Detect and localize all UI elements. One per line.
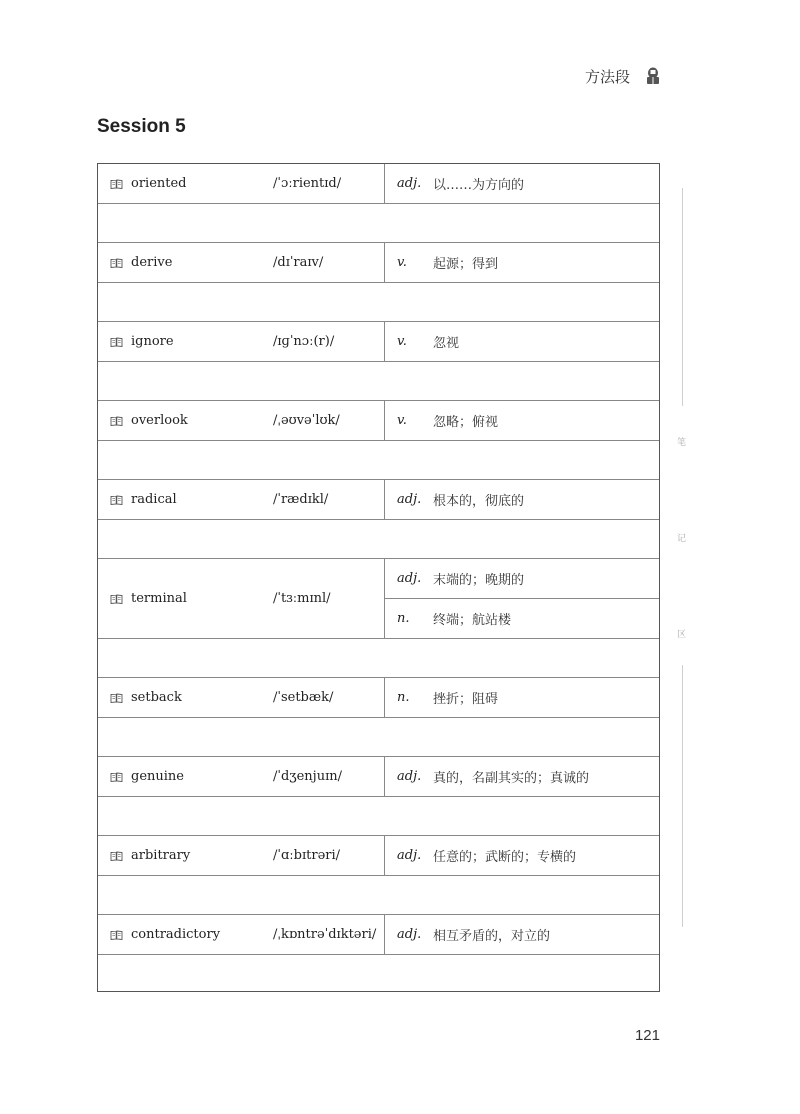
phonetic: /ˈɔːrientɪd/ [258, 164, 385, 203]
phonetic: /ˌəʊvəˈlʊk/ [258, 401, 385, 440]
word-cell [98, 559, 258, 638]
vocab-table [97, 163, 660, 992]
part-of-speech: v. [397, 413, 407, 428]
word-cell [98, 915, 258, 954]
phonetic: /ˈtɜːmɪnl/ [258, 559, 385, 638]
vocab-entry [98, 915, 659, 955]
phonetic: /dɪˈraɪv/ [258, 243, 385, 282]
word: genuine [131, 769, 184, 784]
book-icon [110, 179, 123, 189]
book-icon [110, 930, 123, 940]
phonetic: /ɪɡˈnɔː(r)/ [258, 322, 385, 361]
note-row [98, 797, 659, 836]
part-of-speech: n. [397, 611, 410, 626]
vocab-entry [98, 401, 659, 441]
book-icon [110, 772, 123, 782]
word: derive [131, 255, 173, 270]
meaning: 相互矛盾的，对立的 [433, 929, 551, 944]
definitions [385, 480, 659, 519]
vocab-entry [98, 559, 659, 639]
word: arbitrary [131, 848, 191, 863]
definitions [385, 678, 659, 717]
phonetic: /ˈrædɪkl/ [258, 480, 385, 519]
page-number: 121 [634, 1027, 660, 1044]
notes-divider-top [682, 188, 683, 406]
phonetic: /ˈɑːbɪtrəri/ [258, 836, 385, 875]
definitions [385, 559, 659, 638]
note-row [98, 204, 659, 243]
meaning: 末端的；晚期的 [433, 573, 525, 588]
word: terminal [131, 591, 187, 606]
part-of-speech: n. [397, 690, 410, 705]
word: overlook [131, 413, 188, 428]
note-row [98, 639, 659, 678]
definitions [385, 164, 659, 203]
word-cell [98, 678, 258, 717]
definition [385, 401, 659, 440]
note-row [98, 955, 659, 994]
definition [385, 559, 659, 598]
part-of-speech: adj. [397, 769, 422, 784]
vocab-entry [98, 322, 659, 362]
word: radical [131, 492, 177, 507]
book-head-icon [645, 67, 661, 85]
word-cell [98, 243, 258, 282]
notes-label-char: 记 [677, 534, 687, 544]
word-cell [98, 164, 258, 203]
definition [385, 598, 659, 638]
meaning: 任意的；武断的；专横的 [433, 850, 577, 865]
phonetic: /ˈdʒenjuɪn/ [258, 757, 385, 796]
part-of-speech: v. [397, 255, 407, 270]
session-title: Session 5 [97, 116, 186, 137]
meaning: 根本的，彻底的 [433, 494, 525, 509]
definition [385, 678, 659, 717]
word: contradictory [131, 927, 221, 942]
meaning: 忽略；俯视 [433, 415, 499, 430]
vocab-entry [98, 836, 659, 876]
definitions [385, 322, 659, 361]
word-cell [98, 401, 258, 440]
phonetic: /ˈsetbæk/ [258, 678, 385, 717]
notes-label-char: 区 [677, 630, 687, 640]
vocab-entry [98, 243, 659, 283]
word: ignore [131, 334, 174, 349]
word-cell [98, 480, 258, 519]
meaning: 终端；航站楼 [433, 613, 512, 628]
meaning: 挫折；阻碍 [433, 692, 499, 707]
definition [385, 480, 659, 519]
definition [385, 915, 659, 954]
definition [385, 243, 659, 282]
phonetic: /ˌkɒntrəˈdɪktəri/ [258, 915, 385, 954]
definitions [385, 757, 659, 796]
word: oriented [131, 176, 187, 191]
meaning: 忽视 [433, 336, 460, 351]
book-icon [110, 693, 123, 703]
vocab-entry [98, 164, 659, 204]
section-title: 方法段 [584, 68, 630, 86]
word-cell [98, 757, 258, 796]
note-row [98, 876, 659, 915]
definition [385, 164, 659, 203]
book-icon [110, 416, 123, 426]
word-cell [98, 836, 258, 875]
word: setback [131, 690, 182, 705]
book-icon [110, 851, 123, 861]
definitions [385, 915, 659, 954]
note-row [98, 283, 659, 322]
definitions [385, 243, 659, 282]
definition [385, 836, 659, 875]
part-of-speech: v. [397, 334, 407, 349]
meaning: 以……为方向的 [433, 178, 525, 193]
book-icon [110, 594, 123, 604]
vocab-entry [98, 757, 659, 797]
note-row [98, 362, 659, 401]
book-icon [110, 495, 123, 505]
notes-divider-bottom [682, 665, 683, 927]
note-row [98, 520, 659, 559]
vocab-entry [98, 480, 659, 520]
notes-label-char: 笔 [677, 438, 687, 448]
definitions [385, 401, 659, 440]
part-of-speech: adj. [397, 927, 422, 942]
book-icon [110, 258, 123, 268]
meaning: 起源；得到 [433, 257, 499, 272]
definition [385, 322, 659, 361]
part-of-speech: adj. [397, 571, 422, 586]
definition [385, 757, 659, 796]
part-of-speech: adj. [397, 848, 422, 863]
part-of-speech: adj. [397, 176, 422, 191]
word-cell [98, 322, 258, 361]
part-of-speech: adj. [397, 492, 422, 507]
vocab-entry [98, 678, 659, 718]
note-row [98, 441, 659, 480]
note-row [98, 718, 659, 757]
definitions [385, 836, 659, 875]
meaning: 真的，名副其实的；真诚的 [433, 771, 590, 786]
book-icon [110, 337, 123, 347]
